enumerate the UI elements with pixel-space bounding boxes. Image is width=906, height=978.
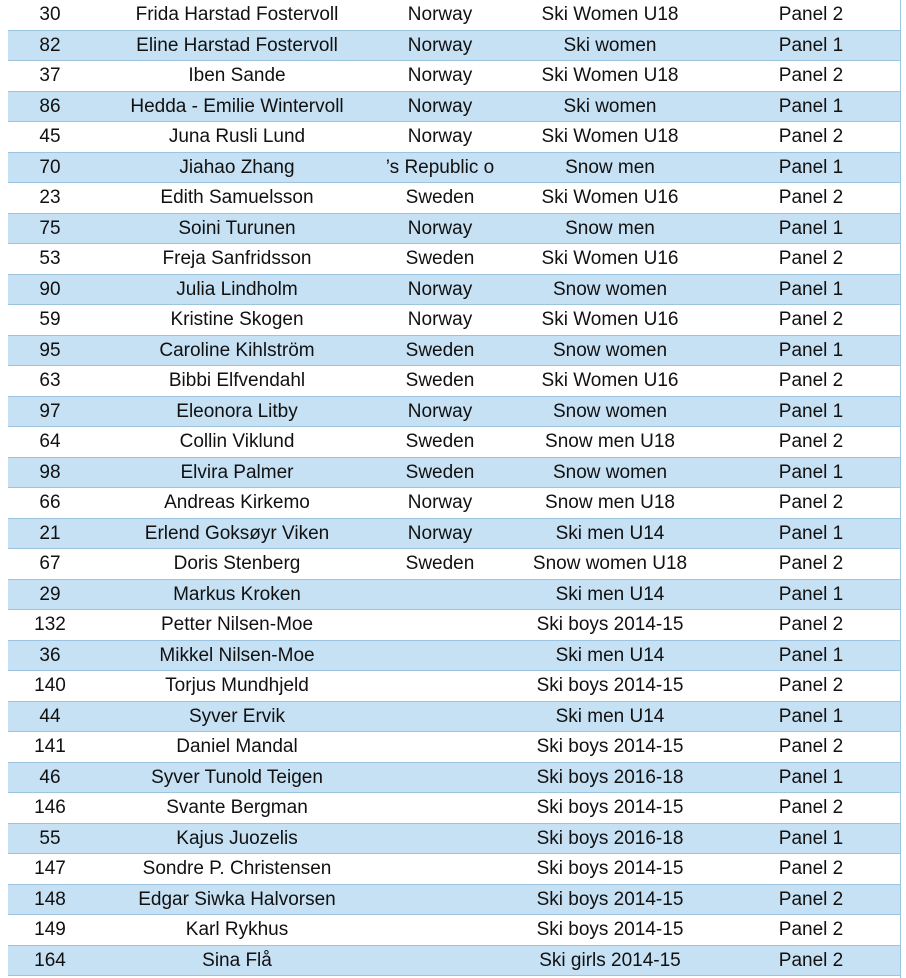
country-cell[interactable] — [382, 793, 498, 824]
participant-name-cell[interactable]: Soini Turunen — [92, 213, 382, 244]
participant-name-cell[interactable]: Syver Ervik — [92, 701, 382, 732]
class-cell[interactable]: Ski Women U18 — [498, 61, 722, 92]
table-row — [8, 915, 900, 946]
country-cell[interactable] — [382, 427, 498, 458]
participant-name-cell[interactable]: Petter Nilsen-Moe — [92, 610, 382, 641]
country-cell[interactable] — [382, 152, 498, 183]
bib-number-cell[interactable]: 95 — [8, 335, 92, 366]
bib-number-cell[interactable]: 29 — [8, 579, 92, 610]
country-cell[interactable] — [382, 91, 498, 122]
participant-name-cell[interactable]: Bibbi Elfvendahl — [92, 366, 382, 397]
panel-cell[interactable]: Panel 1 — [722, 579, 900, 610]
country-cell[interactable] — [382, 0, 498, 30]
panel-cell[interactable]: Panel 2 — [722, 793, 900, 824]
class-cell[interactable]: Ski boys 2014-15 — [498, 610, 722, 641]
country-cell[interactable] — [382, 945, 498, 976]
table-row — [8, 274, 900, 305]
country-cell[interactable] — [382, 305, 498, 336]
class-cell[interactable]: Snow men — [498, 152, 722, 183]
spreadsheet-area — [8, 0, 900, 978]
panel-cell[interactable]: Panel 2 — [722, 915, 900, 946]
panel-cell[interactable]: Panel 1 — [722, 518, 900, 549]
bib-number-cell[interactable]: 132 — [8, 610, 92, 641]
bib-number-cell[interactable]: 46 — [8, 762, 92, 793]
table-row — [8, 305, 900, 336]
country-text: Norway — [407, 492, 473, 514]
class-cell[interactable]: Snow men — [498, 213, 722, 244]
panel-cell[interactable]: Panel 2 — [722, 732, 900, 763]
panel-cell[interactable]: Panel 1 — [722, 274, 900, 305]
country-cell[interactable] — [382, 884, 498, 915]
panel-cell[interactable]: Panel 1 — [722, 396, 900, 427]
participant-name-cell[interactable]: Elvira Palmer — [92, 457, 382, 488]
class-cell[interactable]: Ski Women U16 — [498, 244, 722, 275]
panel-cell[interactable]: Panel 1 — [722, 91, 900, 122]
participants-table — [8, 0, 900, 976]
country-text: Norway — [407, 4, 473, 26]
class-cell[interactable]: Ski Women U16 — [498, 305, 722, 336]
class-cell[interactable]: Ski men U14 — [498, 518, 722, 549]
panel-cell[interactable]: Panel 2 — [722, 366, 900, 397]
participant-name-cell[interactable]: Syver Tunold Teigen — [92, 762, 382, 793]
participant-name-cell[interactable]: Jiahao Zhang — [92, 152, 382, 183]
table-body — [8, 0, 900, 976]
panel-cell[interactable]: Panel 1 — [722, 640, 900, 671]
class-cell[interactable]: Snow women — [498, 335, 722, 366]
table-row — [8, 854, 900, 885]
panel-cell[interactable]: Panel 1 — [722, 823, 900, 854]
panel-cell[interactable]: Panel 1 — [722, 457, 900, 488]
country-text: Norway — [407, 65, 473, 87]
participant-name-cell[interactable]: Frida Harstad Fostervoll — [92, 0, 382, 30]
participant-name-cell[interactable]: Markus Kroken — [92, 579, 382, 610]
table-row — [8, 579, 900, 610]
class-cell[interactable]: Ski men U14 — [498, 640, 722, 671]
participant-name-cell[interactable]: Hedda - Emilie Wintervoll — [92, 91, 382, 122]
table-row — [8, 213, 900, 244]
bib-number-cell[interactable]: 146 — [8, 793, 92, 824]
bib-number-cell[interactable]: 64 — [8, 427, 92, 458]
country-cell[interactable] — [382, 183, 498, 214]
participant-name-cell[interactable]: Julia Lindholm — [92, 274, 382, 305]
bib-number-cell[interactable]: 45 — [8, 122, 92, 153]
table-row — [8, 823, 900, 854]
country-text: Norway — [407, 309, 473, 331]
participant-name-cell[interactable]: Sina Flå — [92, 945, 382, 976]
participant-name-cell[interactable]: Freja Sanfridsson — [92, 244, 382, 275]
bib-number-cell[interactable]: 97 — [8, 396, 92, 427]
country-cell[interactable] — [382, 854, 498, 885]
country-cell[interactable] — [382, 274, 498, 305]
table-row — [8, 884, 900, 915]
participant-name-cell[interactable]: Torjus Mundhjeld — [92, 671, 382, 702]
bib-number-cell[interactable]: 82 — [8, 30, 92, 61]
bib-number-cell[interactable]: 98 — [8, 457, 92, 488]
participant-name-cell[interactable]: Iben Sande — [92, 61, 382, 92]
table-row — [8, 30, 900, 61]
class-cell[interactable]: Ski Women U18 — [498, 0, 722, 30]
panel-cell[interactable]: Panel 1 — [722, 152, 900, 183]
country-cell[interactable] — [382, 213, 498, 244]
table-row — [8, 335, 900, 366]
bib-number-cell[interactable]: 164 — [8, 945, 92, 976]
participant-name-cell[interactable]: Mikkel Nilsen-Moe — [92, 640, 382, 671]
bib-number-cell[interactable]: 21 — [8, 518, 92, 549]
bib-number-cell[interactable]: 140 — [8, 671, 92, 702]
class-cell[interactable]: Ski boys 2014-15 — [498, 732, 722, 763]
country-text: Sweden — [405, 339, 475, 361]
table-row — [8, 671, 900, 702]
table-row — [8, 640, 900, 671]
table-row — [8, 0, 900, 30]
class-cell[interactable]: Ski men U14 — [498, 701, 722, 732]
panel-cell[interactable]: Panel 2 — [722, 427, 900, 458]
table-row — [8, 122, 900, 153]
country-cell[interactable] — [382, 579, 498, 610]
class-cell[interactable]: Ski boys 2014-15 — [498, 915, 722, 946]
table-row — [8, 457, 900, 488]
table-row — [8, 488, 900, 519]
bib-number-cell[interactable]: 148 — [8, 884, 92, 915]
country-text: Sweden — [405, 248, 475, 270]
panel-cell[interactable]: Panel 2 — [722, 244, 900, 275]
country-cell[interactable] — [382, 61, 498, 92]
country-cell[interactable] — [382, 915, 498, 946]
panel-cell[interactable]: Panel 2 — [722, 488, 900, 519]
panel-cell[interactable]: Panel 2 — [722, 0, 900, 30]
bib-number-cell[interactable]: 66 — [8, 488, 92, 519]
panel-cell[interactable]: Panel 2 — [722, 884, 900, 915]
participant-name-cell[interactable]: Doris Stenberg — [92, 549, 382, 580]
country-text: Sweden — [405, 187, 475, 209]
class-cell[interactable]: Ski boys 2014-15 — [498, 793, 722, 824]
country-cell[interactable] — [382, 518, 498, 549]
bib-number-cell[interactable]: 53 — [8, 244, 92, 275]
bib-number-cell[interactable]: 44 — [8, 701, 92, 732]
bib-number-cell[interactable]: 55 — [8, 823, 92, 854]
country-text: ’s Republic o — [385, 156, 495, 178]
country-cell[interactable] — [382, 732, 498, 763]
country-text: Sweden — [405, 431, 475, 453]
class-cell[interactable]: Ski Women U16 — [498, 366, 722, 397]
country-text: Sweden — [405, 461, 475, 483]
panel-cell[interactable]: Panel 2 — [722, 549, 900, 580]
table-row — [8, 183, 900, 214]
bib-number-cell[interactable]: 59 — [8, 305, 92, 336]
panel-cell[interactable]: Panel 1 — [722, 30, 900, 61]
participant-name-cell[interactable]: Edgar Siwka Halvorsen — [92, 884, 382, 915]
participant-name-cell[interactable]: Edith Samuelsson — [92, 183, 382, 214]
panel-cell[interactable]: Panel 1 — [722, 213, 900, 244]
panel-cell[interactable]: Panel 2 — [722, 854, 900, 885]
class-cell[interactable]: Ski Women U18 — [498, 122, 722, 153]
country-text: Norway — [407, 522, 473, 544]
country-cell[interactable] — [382, 823, 498, 854]
country-cell[interactable] — [382, 701, 498, 732]
bib-number-cell[interactable]: 75 — [8, 213, 92, 244]
bib-number-cell[interactable]: 67 — [8, 549, 92, 580]
class-cell[interactable]: Snow men U18 — [498, 488, 722, 519]
participant-name-cell[interactable]: Juna Rusli Lund — [92, 122, 382, 153]
participant-name-cell[interactable]: Daniel Mandal — [92, 732, 382, 763]
bib-number-cell[interactable]: 70 — [8, 152, 92, 183]
class-cell[interactable]: Snow women — [498, 274, 722, 305]
bib-number-cell[interactable]: 90 — [8, 274, 92, 305]
table-row — [8, 793, 900, 824]
class-cell[interactable]: Ski women — [498, 30, 722, 61]
country-cell[interactable] — [382, 457, 498, 488]
bib-number-cell[interactable]: 147 — [8, 854, 92, 885]
bib-number-cell[interactable]: 30 — [8, 0, 92, 30]
bib-number-cell[interactable]: 86 — [8, 91, 92, 122]
panel-cell[interactable]: Panel 2 — [722, 183, 900, 214]
participant-name-cell[interactable]: Andreas Kirkemo — [92, 488, 382, 519]
table-row — [8, 244, 900, 275]
class-cell[interactable]: Ski men U14 — [498, 579, 722, 610]
table-row — [8, 61, 900, 92]
country-cell[interactable] — [382, 762, 498, 793]
participant-name-cell[interactable]: Kajus Juozelis — [92, 823, 382, 854]
participant-name-cell[interactable]: Svante Bergman — [92, 793, 382, 824]
table-row — [8, 732, 900, 763]
country-cell[interactable] — [382, 366, 498, 397]
country-text: Norway — [407, 34, 473, 56]
participant-name-cell[interactable]: Karl Rykhus — [92, 915, 382, 946]
country-cell[interactable] — [382, 610, 498, 641]
bib-number-cell[interactable]: 36 — [8, 640, 92, 671]
class-cell[interactable]: Ski boys 2014-15 — [498, 884, 722, 915]
country-cell[interactable] — [382, 244, 498, 275]
bib-number-cell[interactable]: 149 — [8, 915, 92, 946]
class-cell[interactable]: Ski boys 2014-15 — [498, 671, 722, 702]
panel-cell[interactable]: Panel 1 — [722, 701, 900, 732]
country-cell[interactable] — [382, 396, 498, 427]
participant-name-cell[interactable]: Eleonora Litby — [92, 396, 382, 427]
country-text: Norway — [407, 278, 473, 300]
panel-cell[interactable]: Panel 1 — [722, 762, 900, 793]
table-row — [8, 945, 900, 976]
class-cell[interactable]: Ski Women U16 — [498, 183, 722, 214]
country-cell[interactable] — [382, 640, 498, 671]
bib-number-cell[interactable]: 37 — [8, 61, 92, 92]
bib-number-cell[interactable]: 63 — [8, 366, 92, 397]
class-cell[interactable]: Ski women — [498, 91, 722, 122]
class-cell[interactable]: Ski girls 2014-15 — [498, 945, 722, 976]
country-cell[interactable] — [382, 671, 498, 702]
table-row — [8, 366, 900, 397]
participant-name-cell[interactable]: Eline Harstad Fostervoll — [92, 30, 382, 61]
class-cell[interactable]: Ski boys 2016-18 — [498, 823, 722, 854]
country-cell[interactable] — [382, 488, 498, 519]
table-row — [8, 701, 900, 732]
participant-name-cell[interactable]: Collin Viklund — [92, 427, 382, 458]
bib-number-cell[interactable]: 23 — [8, 183, 92, 214]
country-text: Norway — [407, 217, 473, 239]
participant-name-cell[interactable]: Erlend Goksøyr Viken — [92, 518, 382, 549]
country-text: Sweden — [405, 370, 475, 392]
panel-cell[interactable]: Panel 2 — [722, 122, 900, 153]
panel-cell[interactable]: Panel 2 — [722, 61, 900, 92]
class-cell[interactable]: Snow women — [498, 396, 722, 427]
panel-cell[interactable]: Panel 1 — [722, 335, 900, 366]
class-cell[interactable]: Snow women U18 — [498, 549, 722, 580]
panel-cell[interactable]: Panel 2 — [722, 610, 900, 641]
participant-name-cell[interactable]: Caroline Kihlström — [92, 335, 382, 366]
table-row — [8, 91, 900, 122]
country-text: Norway — [407, 400, 473, 422]
table-right-border — [900, 0, 901, 978]
table-row — [8, 549, 900, 580]
table-row — [8, 610, 900, 641]
participant-name-cell[interactable]: Sondre P. Christensen — [92, 854, 382, 885]
table-row — [8, 427, 900, 458]
country-cell[interactable] — [382, 30, 498, 61]
class-cell[interactable]: Ski boys 2016-18 — [498, 762, 722, 793]
bib-number-cell[interactable]: 141 — [8, 732, 92, 763]
class-cell[interactable]: Snow women — [498, 457, 722, 488]
country-cell[interactable] — [382, 335, 498, 366]
table-row — [8, 396, 900, 427]
table-row — [8, 152, 900, 183]
country-text: Norway — [407, 126, 473, 148]
class-cell[interactable]: Ski boys 2014-15 — [498, 854, 722, 885]
country-cell[interactable] — [382, 122, 498, 153]
table-row — [8, 762, 900, 793]
country-text: Sweden — [405, 553, 475, 575]
country-cell[interactable] — [382, 549, 498, 580]
table-row — [8, 518, 900, 549]
country-text: Norway — [407, 95, 473, 117]
panel-cell[interactable]: Panel 2 — [722, 305, 900, 336]
panel-cell[interactable]: Panel 2 — [722, 671, 900, 702]
class-cell[interactable]: Snow men U18 — [498, 427, 722, 458]
participant-name-cell[interactable]: Kristine Skogen — [92, 305, 382, 336]
panel-cell[interactable]: Panel 2 — [722, 945, 900, 976]
